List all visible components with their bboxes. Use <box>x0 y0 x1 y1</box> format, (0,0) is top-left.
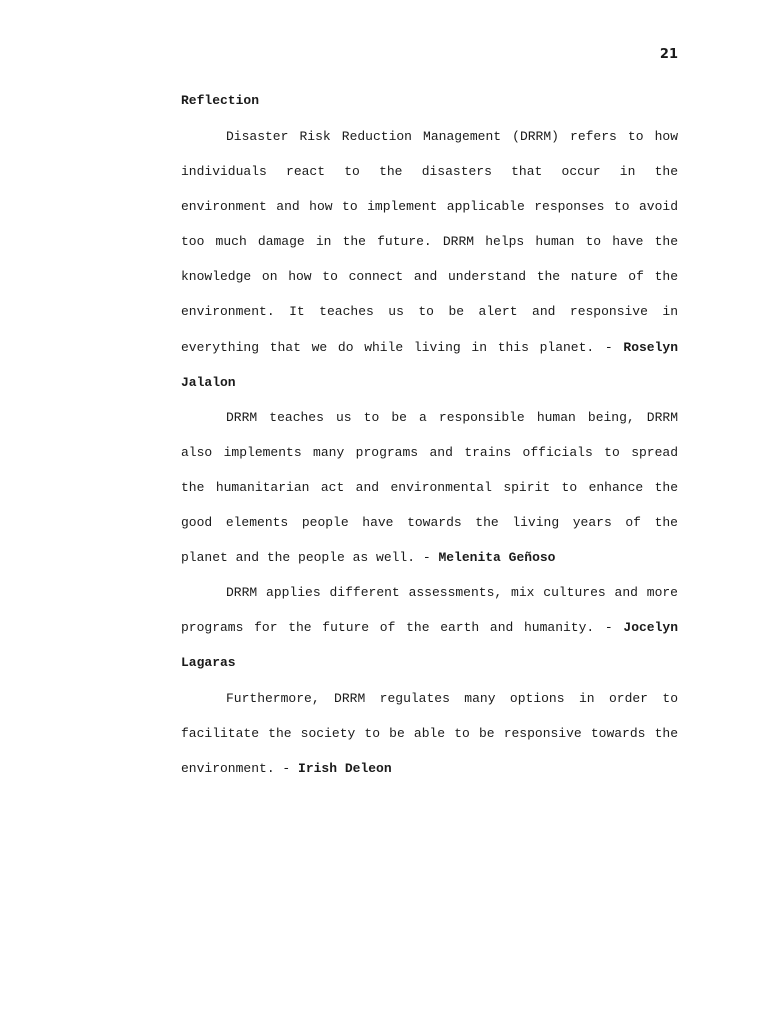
author-name: Jocelyn Lagaras <box>181 620 678 671</box>
paragraph-text: Furthermore, DRRM regulates many options in order to facilitate the society to be able to be responsive towards the environment. - <box>181 690 678 776</box>
paragraph-roselyn <box>181 119 678 400</box>
document-body <box>181 92 678 786</box>
section-heading: Reflection <box>181 93 260 108</box>
author-name: Roselyn Jalalon <box>181 339 678 390</box>
author-name: Irish Deleon <box>298 760 392 776</box>
paragraph-text: DRRM applies different assessments, mix cultures and more programs for the future of the earth and humanity. - <box>181 585 678 636</box>
paragraph-melenita <box>181 400 678 575</box>
paragraph-irish <box>181 681 678 786</box>
paragraph-text: Disaster Risk Reduction Management (DRRM) refers to how individuals react to the disasters that occur in the environment and how to implement applicable responses to avoid too much damage in the future. DRRM helps human to have the knowledge on how to connect and understand the nature of the environment. It teaches us to be alert and responsive in everything that we do while living in this planet. - <box>181 129 678 355</box>
paragraph-jocelyn <box>181 575 678 680</box>
author-name: Melenita Geñoso <box>438 550 556 566</box>
paragraph-text: DRRM teaches us to be a responsible human being, DRRM also implements many programs and trains officials to spread the humanitarian act and environmental spirit to enhance the good elements people have towards the living years of the planet and the people as well. - <box>181 409 678 566</box>
page-number: 21 <box>659 47 678 62</box>
